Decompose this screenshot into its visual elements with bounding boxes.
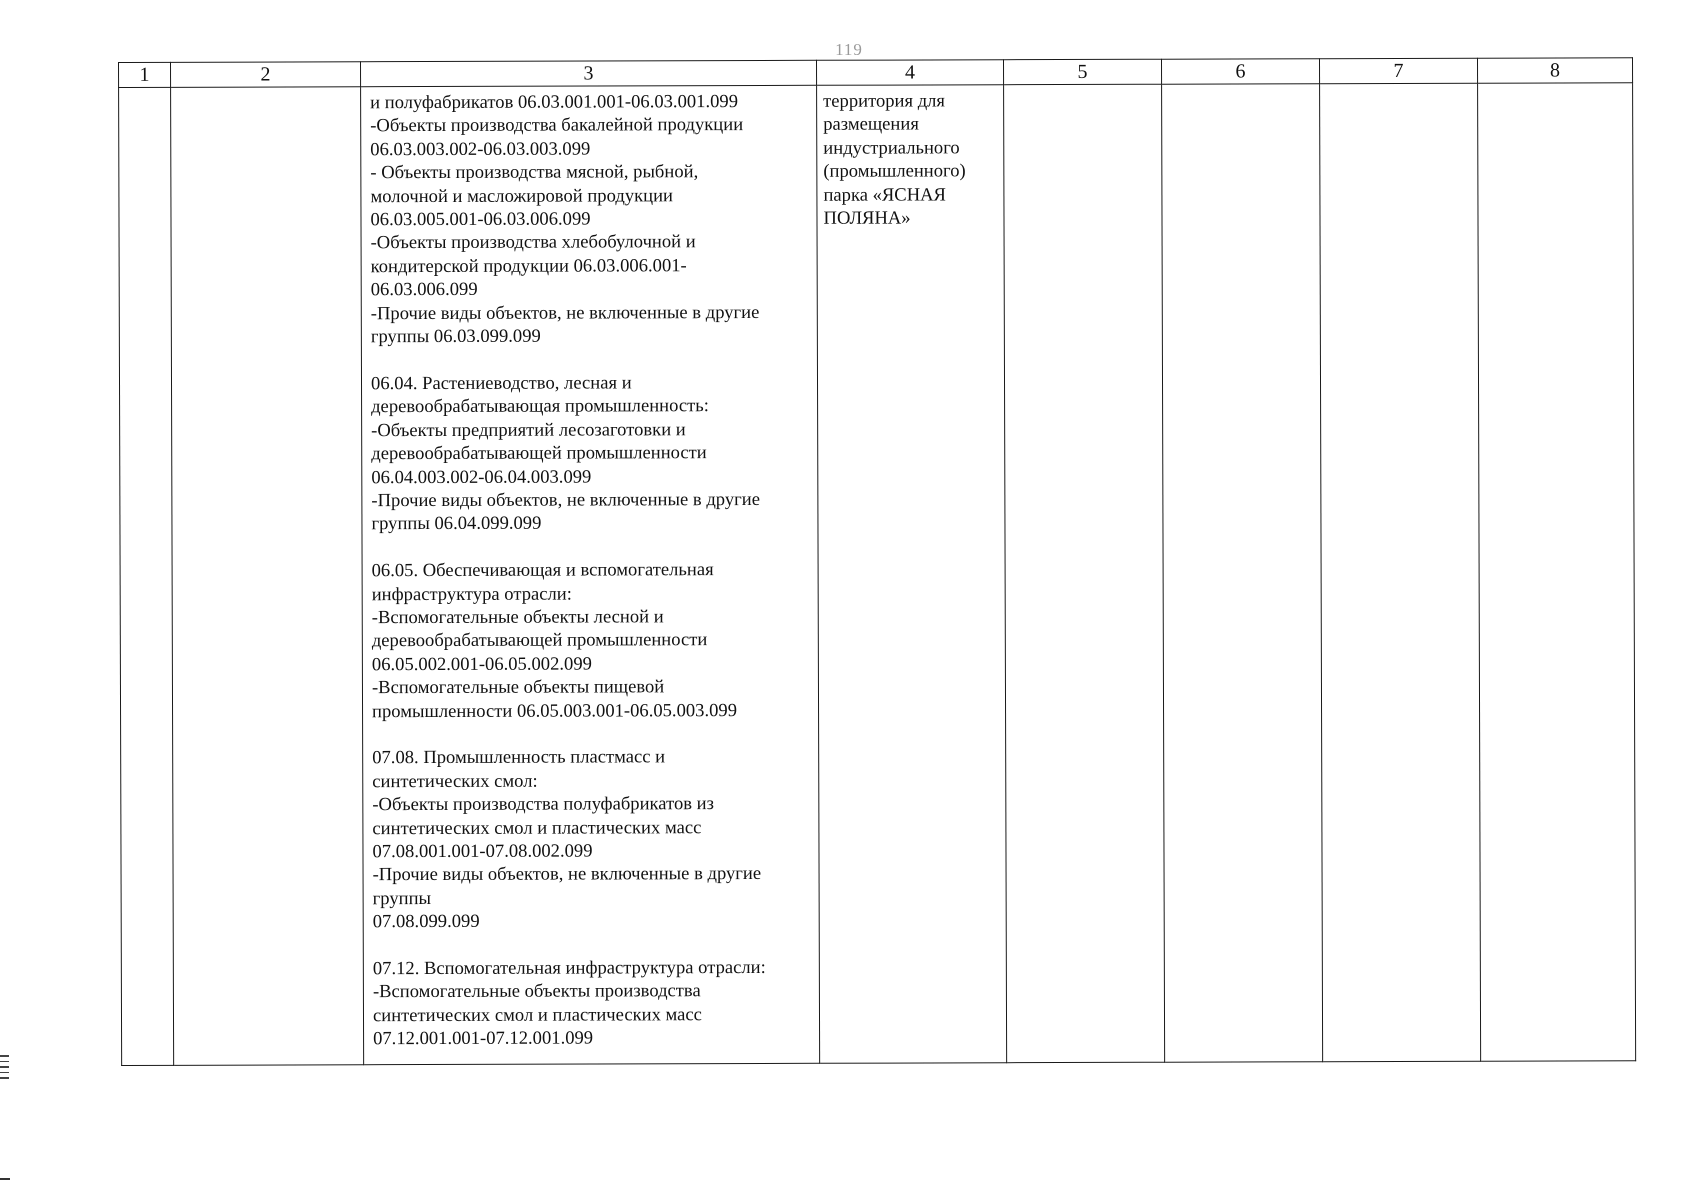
table-row xyxy=(119,83,1636,1066)
object-types-text: и полуфабрикатов 06.03.001.001-06.03.001.099 -Объекты производства бакалейной продукции 06.03.003.002-06.03.003.099 - Объекты производства мясной, рыбной, молочной и масложировой продукции 06.03.005.001-06.03.006.099 -Объекты производства хлебобулочной и кондитерской продукции 06.03.006.001- 06.03.006.099 -Прочие виды объектов, не включенные в другие группы 06.03.099.099 06.04. Растениеводство, лесная и деревообрабатывающая промышленность: -Объекты предприятий лесозаготовки и деревообрабатывающей промышленности 06.04.003.002-06.04.003.099 -Прочие виды объектов, не включенные в другие группы 06.04.099.099 06.05. Обеспечивающая и вспомогательная инфраструктура отрасли: -Вспомогательные объекты лесной и деревообрабатывающей промышленности 06.05.002.001-06.05.002.099 -Вспомогательные объекты пищевой промышленности 06.05.003.001-06.05.003.099 07.08. Промышленность пластмасс и синтетических смол: -Объекты производства полуфабрикатов из синтетических смол и пластических масс 07.08.001.001-07.08.002.099 -Прочие виды объектов, не включенные в другие группы 07.08.099.099 07.12. Вспомогательная инфраструктура отрасли: -Вспомогательные объекты производства синтетических смол и пластических масс 07.12.001.001-07.12.001.099 xyxy=(370,91,766,1050)
column-header-4: 4 xyxy=(816,60,1003,86)
cell-col5-text xyxy=(1004,85,1161,89)
cell-col6 xyxy=(1162,84,1323,1062)
cell-col2 xyxy=(171,87,364,1066)
column-header-3: 3 xyxy=(361,60,817,86)
margin-dash-mark xyxy=(0,1178,10,1180)
cell-col5 xyxy=(1004,84,1165,1062)
cell-col8 xyxy=(1478,83,1636,1061)
cell-col2-text xyxy=(171,87,360,92)
cell-col7-text xyxy=(1320,84,1477,88)
column-header-8: 8 xyxy=(1477,58,1632,83)
margin-scan-marks xyxy=(0,1055,10,1083)
cell-object-types xyxy=(361,85,820,1064)
cell-col6-text xyxy=(1162,84,1319,88)
column-header-7: 7 xyxy=(1319,58,1477,83)
column-header-5: 5 xyxy=(1003,59,1161,84)
cell-col1-text xyxy=(119,88,170,92)
territory-text: территория для размещения индустриального (промышленного) парка «ЯСНАЯ ПОЛЯНА» xyxy=(823,90,966,229)
cell-col1 xyxy=(119,87,174,1065)
cell-col8-text xyxy=(1478,83,1632,87)
column-header-2: 2 xyxy=(171,62,361,88)
cell-col7 xyxy=(1320,83,1481,1061)
document-table xyxy=(118,57,1636,1066)
cell-territory xyxy=(817,85,1007,1064)
column-header-6: 6 xyxy=(1161,59,1319,84)
page-number: 119 xyxy=(835,40,863,59)
column-header-1: 1 xyxy=(119,62,171,87)
